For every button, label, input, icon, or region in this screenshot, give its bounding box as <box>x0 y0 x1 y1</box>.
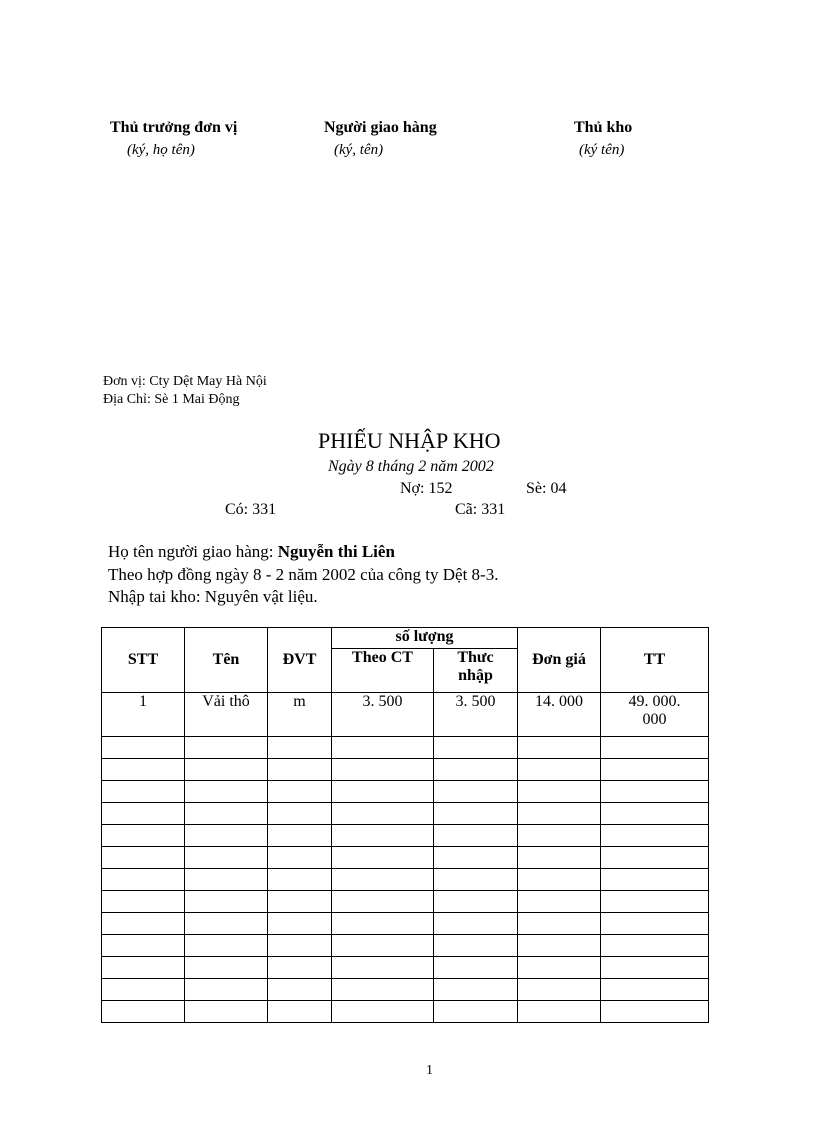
signature-sub-head: (ký, họ tên) <box>127 142 195 158</box>
document-date: Ngày 8 tháng 2 năm 2002 <box>328 458 494 475</box>
header-stt: STT <box>102 628 185 693</box>
page-number: 1 <box>426 1063 433 1078</box>
table-row-empty <box>102 1001 709 1023</box>
header-ten: Tên <box>185 628 268 693</box>
cell-tt-line2: 000 <box>642 711 667 728</box>
receipt-table <box>101 627 709 1023</box>
signature-title-deliverer: Người giao hàng <box>324 119 437 136</box>
company-unit: Đơn vị: Cty Dệt May Hà Nội <box>103 374 267 389</box>
table-row-empty <box>102 957 709 979</box>
signature-title-storekeeper: Thủ kho <box>574 119 633 136</box>
header-thuc-nhap-line2: nhập <box>458 667 493 684</box>
table-row-empty <box>102 935 709 957</box>
header-dvt: ĐVT <box>268 628 332 693</box>
credit-account: Có: 331 <box>225 501 277 518</box>
cell-theo-ct: 3. 500 <box>332 693 434 737</box>
table-row-empty <box>102 825 709 847</box>
signature-sub-deliverer: (ký, tên) <box>334 142 384 158</box>
cell-don-gia: 14. 000 <box>518 693 601 737</box>
document-title: PHIẾU NHẬP KHO <box>318 428 501 453</box>
signature-sub-storekeeper: (ký tên) <box>579 142 625 158</box>
signature-title-head: Thủ trưởng đơn vị <box>110 119 238 136</box>
cell-thuc-nhap: 3. 500 <box>434 693 518 737</box>
table-row-empty <box>102 759 709 781</box>
cell-dvt: m <box>268 693 332 737</box>
contract-line: Theo hợp đồng ngày 8 - 2 năm 2002 của công ty Dệt 8-3. <box>108 565 499 584</box>
header-theo-ct: Theo CT <box>332 649 434 693</box>
table-row <box>102 693 709 737</box>
deliverer-label: Họ tên người giao hàng: <box>108 542 274 561</box>
table-row-empty <box>102 913 709 935</box>
document-number: Sè: 04 <box>526 480 567 497</box>
table-row-empty <box>102 847 709 869</box>
cell-ten: Vải thô <box>185 693 268 737</box>
cell-stt: 1 <box>102 693 185 737</box>
cell-tt-line1: 49. 000. <box>628 693 681 710</box>
table-row-empty <box>102 891 709 913</box>
deliverer-name: Nguyễn thi Liên <box>277 542 395 561</box>
header-thuc-nhap <box>434 649 518 693</box>
cell-tt <box>601 693 709 737</box>
table-row-empty <box>102 781 709 803</box>
header-so-luong: số lượng <box>332 628 518 649</box>
debit-account: Nợ: 152 <box>400 480 453 497</box>
warehouse-line: Nhập tai kho: Nguyên vật liệu. <box>108 587 318 606</box>
header-don-gia: Đơn giá <box>518 628 601 693</box>
table-row-empty <box>102 803 709 825</box>
company-address: Địa Chỉ: Sè 1 Mai Động <box>103 392 240 407</box>
table-row-empty <box>102 979 709 1001</box>
credit-account-alt: Cã: 331 <box>455 501 506 518</box>
table-row-empty <box>102 737 709 759</box>
table-row-empty <box>102 869 709 891</box>
header-tt: TT <box>601 628 709 693</box>
deliverer-line <box>108 542 395 562</box>
header-thuc-nhap-line1: Thưc <box>457 649 494 666</box>
